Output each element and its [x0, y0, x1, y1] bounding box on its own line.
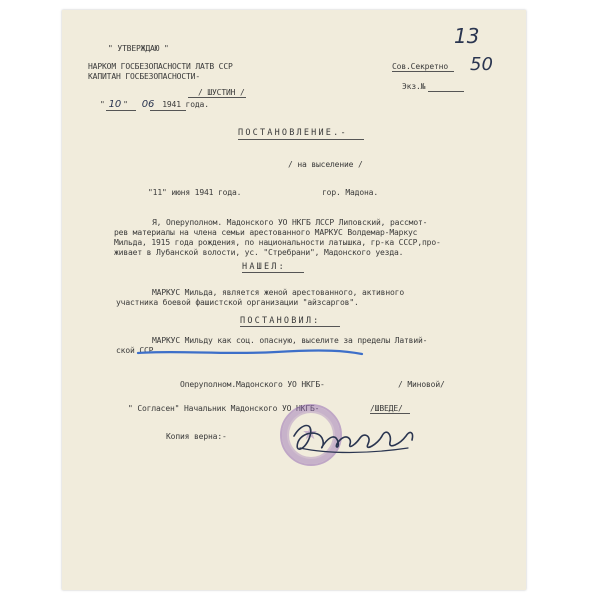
handwritten-signature	[288, 414, 418, 460]
intro-line-3: Мильда, 1915 года рождения, по национальности латышка, гр-ка СССР,про-	[114, 238, 441, 247]
approval-name: / ШУСТИН /	[198, 88, 245, 97]
approval-date-month: 06	[141, 99, 155, 110]
decided-heading-underline	[240, 326, 340, 327]
found-line-2: участника боевой фашистской организации "айзсаргов".	[116, 298, 359, 307]
approval-date: " 10 " 06 1941 года.	[100, 99, 209, 110]
document-title-underline	[238, 139, 364, 140]
approval-line-1: НАРКОМ ГОСБЕЗОПАСНОСТИ ЛАТВ ССР	[88, 62, 233, 71]
officer-name: / Миновой/	[398, 380, 445, 389]
approval-month-underline	[150, 110, 186, 111]
agreed-name: /ШВЕДЕ/	[370, 404, 403, 413]
approval-date-underline	[106, 110, 136, 111]
copy-number-label: Экз.№	[402, 82, 426, 91]
decided-line-2: ской ССР.	[116, 346, 158, 355]
found-line-1: МАРКУС Мильда, является женой арестованного, активного	[152, 288, 404, 297]
intro-line-1: Я, Оперуполном. Мадонского УО НКГБ ЛССР Липовский, рассмот-	[152, 218, 428, 227]
document-subtitle: / на выселение /	[288, 160, 363, 169]
found-heading-underline	[242, 272, 304, 273]
approval-name-underline	[188, 97, 246, 98]
handwritten-number-50: 50	[470, 54, 493, 75]
secrecy-label: Сов.Секретно	[392, 62, 448, 71]
copy-number-blank	[428, 91, 464, 92]
found-heading: НАШЕЛ:	[242, 262, 286, 272]
approval-line-2: КАПИТАН ГОСБЕЗОПАСНОСТИ-	[88, 72, 200, 81]
seal-star-icon: ★	[302, 423, 319, 444]
intro-line-2: рев материалы на члена семьи арестованного МАРКУС Волдемар-Маркус	[114, 228, 418, 237]
resolution-place: гор. Мадона.	[322, 188, 378, 197]
handwritten-number-13: 13	[454, 24, 480, 48]
decided-heading: ПОСТАНОВИЛ:	[240, 316, 321, 326]
agreed-line: " Согласен" Начальник Мадонского УО НКГБ-	[128, 404, 320, 413]
approval-stamp: " УТВЕРЖДАЮ "	[108, 44, 169, 53]
copy-true-label: Копия верна:-	[166, 432, 227, 441]
document-sheet	[62, 10, 526, 590]
document-title: ПОСТАНОВЛЕНИЕ.-	[238, 128, 348, 138]
intro-line-4: живает в Лубанской волости, ус. "Стребрани", Мадонского уезда.	[114, 248, 404, 257]
decided-line-1: МАРКУС Мильду как соц. опасную, выселите за пределы Латвий-	[152, 336, 428, 345]
blue-pencil-underline	[136, 346, 366, 358]
approval-date-day: 10	[108, 99, 122, 110]
officer-title: Оперуполном.Мадонского УО НКГБ-	[180, 380, 325, 389]
resolution-date: "11" июня 1941 года.	[148, 188, 242, 197]
secrecy-underline	[392, 71, 454, 72]
